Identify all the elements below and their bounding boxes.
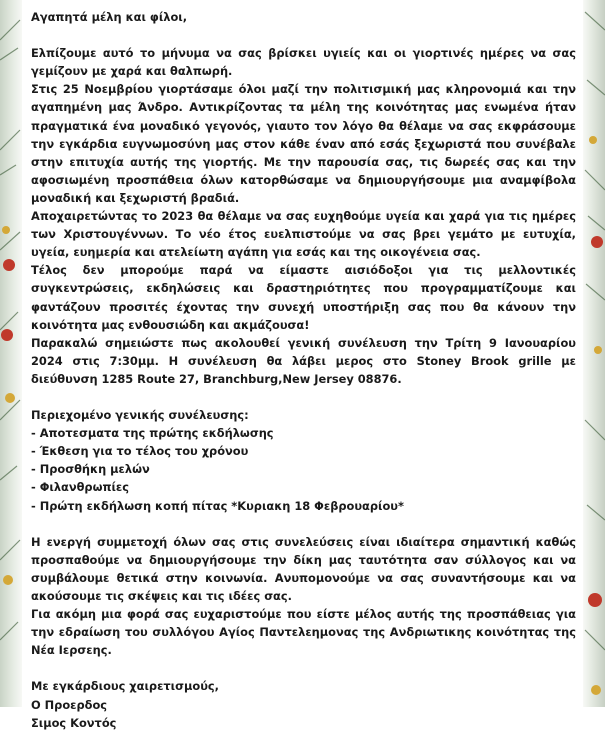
signer-name: Σιμος Κοντός — [31, 715, 117, 730]
letter-page — [22, 0, 583, 730]
left-festive-border — [0, 0, 22, 707]
paragraph: Τέλος δεν μπορούμε παρά να είμαστε αισιόδοξοι για τις μελλοντικές συγκεντρώσεις, εκδηλώσεις και δραστηριότητες που προγραμματίζουμε και φαντάζουν προσιτές έχοντας την συνεχή υποστήριξη σας που θα κάνουν την κοινότητα μας ενθουσιώδη και ακμάζουσα! — [31, 263, 576, 332]
pine-branches-right-icon — [583, 0, 605, 707]
paragraph: Για ακόμη μια φορά σας ευχαριστούμε που είστε μέλος αυτής της προσπάθειας για την εδραίωση του συλλόγου Αγίος Παντελεημονας της Ανδριωτικης κοινότητας της Νέα Ιερσεης. — [31, 607, 576, 658]
paragraph: Παρακαλώ σημειώστε πως ακολουθεί γενική συνέλευση την Τρίτη 9 Ιανουαρίου 2024 στις 7:30μμ. Η συνέλευση θα λάβει μερος στο Stoney Brook grille με διεύθυνση 1285 Route 27, Branchburg,New Jersey 08876. — [31, 335, 576, 386]
paragraph: Ελπίζουμε αυτό το μήνυμα να σας βρίσκει υγιείς και οι γιορτινές ημέρες να σας γεμίζουν με χαρά και θαλπωρή. — [31, 46, 576, 79]
agenda-item: - Προσθήκη μελών — [31, 462, 150, 477]
agenda-list — [31, 424, 576, 514]
signer-title: Ο Προερδος — [31, 697, 108, 712]
paragraph: Η ενεργή συμμετοχή όλων σας στις συνελεύσεις είναι ιδιαίτερα σημαντική καθώς προσπαθούμε να δημιουργήσουμε την δίκη μας ταυτότητα σαν σύλλογος και να συμβάλουμε θετικά στην κοινωνία. Ανυπομονούμε να σας συναντήσουμε και να ακούσουμε τις σκέψεις και τις ιδέες σας. — [31, 534, 576, 603]
closing: Με εγκάρδιους χαιρετισμούς, — [31, 679, 219, 694]
pine-branches-left-icon — [0, 0, 22, 707]
agenda-item: - Φιλανθρωπίες — [31, 480, 130, 495]
right-festive-border — [583, 0, 605, 707]
agenda-title: Περιεχομένο γενικής συνέλευσης: — [31, 408, 249, 423]
greeting: Αγαπητά μέλη και φίλοι, — [31, 10, 188, 24]
paragraph: Αποχαιρετώντας το 2023 θα θέλαμε να σας ευχηθούμε υγεία και χαρά για τις ημέρες των Χριστουγέννων. Το νέο έτος ευελπιστούμε να σας βρει γεμάτο με ευτυχία, υγεία, ευημερία και ατελείωτη αγάπη για εσάς και της οικογένεια σας. — [31, 209, 576, 260]
paragraph: Στις 25 Νοεμβρίου γιορτάσαμε όλοι μαζί την πολιτισμική μας κληρονομιά και την αγαπημένη μας Άνδρο. Αντικρίζοντας τα μέλη της κοινότητας μας ενωμένα ήταν πραγματικά ένα μοναδικό γεγονός, γιαυτο τον λόγο θα θέλαμε να σας εκφράσουμε την εγκάρδια ευγνωμοσύνη μας στον κάθε έναν από εσάς ξεχωριστά που συνέβαλε στην επιτυχία αυτής της γιορτής. Με την παρουσία σας, τις δωρεές σας και την αφοσιωμένη προσπάθεια όλων κατορθώσαμε να δημιουργήσουμε μια αναμφίβολα μοναδική και ξεχωριστή βραδιά. — [31, 82, 576, 205]
agenda-item: - Αποτεσματα της πρώτης εκδήλωσης — [31, 426, 274, 441]
agenda-item: - Έκθεση για το τέλος του χρόνου — [31, 444, 249, 459]
letter-body — [31, 8, 576, 732]
agenda-item: - Πρώτη εκδήλωση κοπή πίτας *Κυριακη 18 Φεβρουαρίου* — [31, 498, 404, 513]
